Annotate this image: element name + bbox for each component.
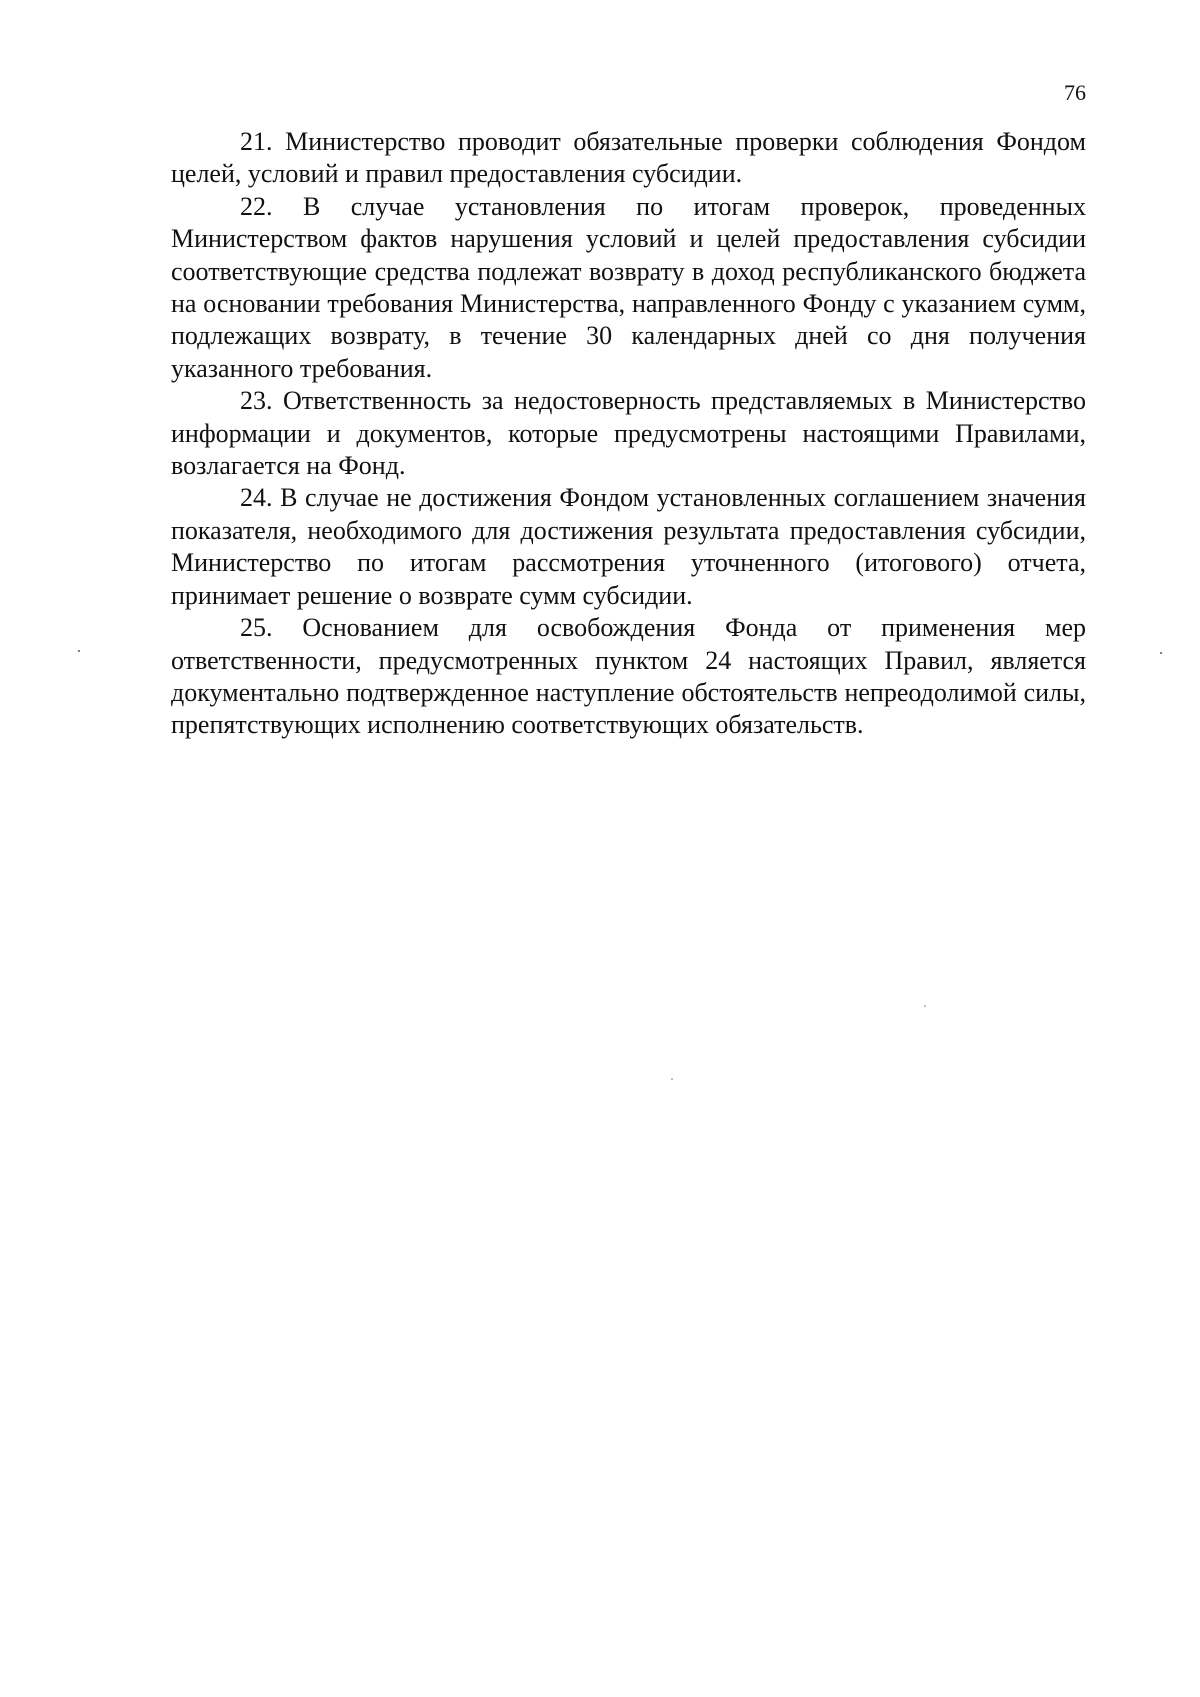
paragraph-number: 22. (240, 191, 273, 221)
scan-speck (671, 1078, 673, 1080)
page-number: 76 (1064, 80, 1086, 105)
paragraph-21 (171, 126, 1086, 191)
paragraph-text: В случае установления по итогам проверок, проведенных Министерством фактов нарушения условий и целей предоставления субсидии соответствующие средства подлежат возврату в доход республиканского бюджета на основании требования Министерства, направленного Фонду с указанием сумм, подлежащих возврату, в течение 30 календарных дней со дня получения указанного требования. (171, 191, 1086, 383)
paragraph-text: В случае не достижения Фондом установленных соглашением значения показателя, необходимого для достижения результата предоставления субсидии, Министерство по итогам рассмотрения уточненного (итогового) отчета, принимает решение о возврате сумм субсидии. (171, 483, 1086, 610)
document-body (171, 126, 1086, 742)
paragraph-22 (171, 191, 1086, 385)
scan-speck (924, 1005, 926, 1007)
paragraph-text: Ответственность за недостоверность представляемых в Министерство информации и документов, которые предусмотрены настоящими Правилами, возлагается на Фонд. (171, 386, 1087, 481)
scan-speck (1160, 652, 1162, 654)
paragraph-23 (171, 385, 1086, 482)
paragraph-number: 24. (240, 483, 273, 513)
scan-speck (78, 650, 80, 652)
paragraph-24 (171, 482, 1086, 612)
paragraph-25 (171, 612, 1086, 742)
paragraph-text: Основанием для освобождения Фонда от применения мер ответственности, предусмотренных пунктом 24 настоящих Правил, является документально подтвержденное наступление обстоятельств непреодолимой силы, препятствующих исполнению соответствующих обязательств. (171, 613, 1086, 740)
paragraph-number: 21. (240, 127, 273, 156)
paragraph-number: 25. (240, 613, 273, 643)
paragraph-number: 23. (240, 386, 273, 416)
paragraph-text: Министерство проводит обязательные проверки соблюдения Фондом целей, условий и правил предоставления субсидии. (171, 127, 1086, 189)
